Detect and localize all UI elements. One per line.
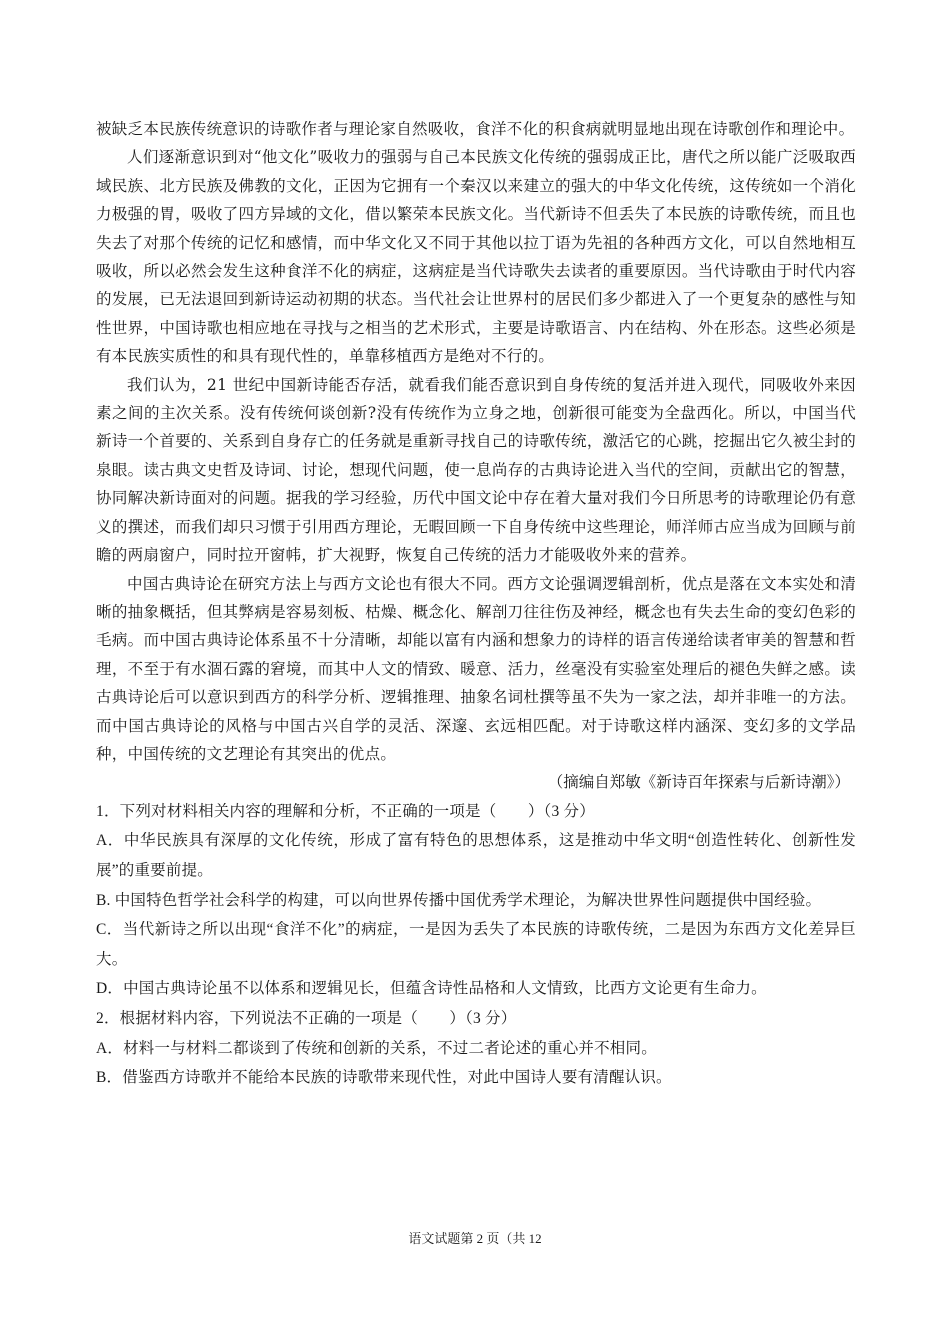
question-1-stem: 1．下列对材料相关内容的理解和分析，不正确的一项是（ ）（3 分） [96,802,595,820]
article-source: （摘编自郑敏《新诗百年探索与后新诗潮》） [547,773,850,792]
question-2-stem: 2．根据材料内容，下列说法不正确的一项是（ ）（3 分） [96,1009,517,1027]
question-2 [96,1004,856,1093]
question-1-option-b: B. 中国特色哲学社会科学的构建，可以向世界传播中国优秀学术理论，为解决世界性问题提供中国经验。 [96,891,822,909]
question-1-option-a: A．中华民族具有深厚的文化传统，形成了富有特色的思想体系，这是推动中华文明“创造性转化、创新性发展”的重要前提。 [96,832,856,879]
article-paragraph-1: 人们逐渐意识到对“他文化”吸收力的强弱与自己本民族文化传统的强弱成正比，唐代之所以能广泛吸取西域民族、北方民族及佛教的文化，正因为它拥有一个秦汉以来建立的强大的中华文化传统，这传统如一个消化力极强的胃，吸收了四方异域的文化，借以繁荣本民族文化。当代新诗不但丢失了本民族的诗歌传统，而且也失去了对那个传统的记忆和感情，而中华文化又不同于其他以拉丁语为先祖的各种西方文化，可以自然地相互吸收，所以必然会发生这种食洋不化的病症，这病症是当代诗歌失去读者的重要原因。当代诗歌由于时代内容的发展，已无法退回到新诗运动初期的状态。当代社会让世界村的居民们多少都进入了一个更复杂的感性与知性世界，中国诗歌也相应地在寻找与之相当的艺术形式，主要是诗歌语言、内在结构、外在形态。这些必须是有本民族实质性的和具有现代性的，单靠移植西方是绝对不行的。 [96,148,856,366]
question-2-option-b: B．借鉴西方诗歌并不能给本民族的诗歌带来现代性，对此中国诗人要有清醒认识。 [96,1069,672,1087]
article-paragraph-continued: 被缺乏本民族传统意识的诗歌作者与理论家自然吸收，食洋不化的积食病就明显地出现在诗歌创作和理论中。 [96,120,855,138]
question-2-option-a: A．材料一与材料二都谈到了传统和创新的关系，不过二者论述的重心并不相同。 [96,1039,657,1057]
article-paragraph-2: 我们认为，21 世纪中国新诗能否存活，就看我们能否意识到自身传统的复活并进入现代，同吸收外来因素之间的主次关系。没有传统何谈创新?没有传统作为立身之地，创新很可能变为全盘西化。所以，中国当代新诗一个首要的、关系到自身存亡的任务就是重新寻找自己的诗歌传统，激活它的心跳，挖掘出它久被尘封的泉眼。读古典文史哲及诗词、讨论，想现代问题，使一息尚存的古典诗论进入当代的空间，贡献出它的智慧，协同解决新诗面对的问题。据我的学习经验，历代中国文论中存在着大量对我们今日所思考的诗歌理论仍有意义的撰述，而我们却只习惯于引用西方理论，无暇回顾一下自身传统中这些理论，师洋师古应当成为回顾与前瞻的两扇窗户，同时拉开窗帏，扩大视野，恢复自己传统的活力才能吸收外来的营养。 [96,375,856,565]
question-1-option-c: C．当代新诗之所以出现“食洋不化”的病症，一是因为丢失了本民族的诗歌传统，二是因为东西方文化差异巨大。 [96,921,856,968]
exam-page-body [96,115,856,1093]
question-1-option-d: D．中国古典诗论虽不以体系和逻辑见长，但蕴含诗性品格和人文情致，比西方文论更有生命力。 [96,980,767,998]
page-footer: 语文试题第 2 页（共 12 [408,1231,542,1246]
question-1 [96,797,856,1004]
article-paragraph-3: 中国古典诗论在研究方法上与西方文论也有很大不同。西方文论强调逻辑剖析，优点是落在文本实处和清晰的抽象概括，但其弊病是容易刻板、枯燥、概念化、解剖刀往往伤及神经，概念也有失去生命的变幻色彩的毛病。而中国古典诗论体系虽不十分清晰，却能以富有内涵和想象力的诗样的语言传递给读者审美的智慧和哲理，不至于有水涸石露的窘境，而其中人文的情致、暖意、活力，丝毫没有实验室处理后的褪色失鲜之感。读古典诗论后可以意识到西方的科学分析、逻辑推理、抽象名词杜撰等虽不失为一家之法，却并非唯一的方法。而中国古典诗论的风格与中国古兴自学的灵活、深邃、玄远相匹配。对于诗歌这样内涵深、变幻多的文学品种，中国传统的文艺理论有其突出的优点。 [96,574,856,763]
